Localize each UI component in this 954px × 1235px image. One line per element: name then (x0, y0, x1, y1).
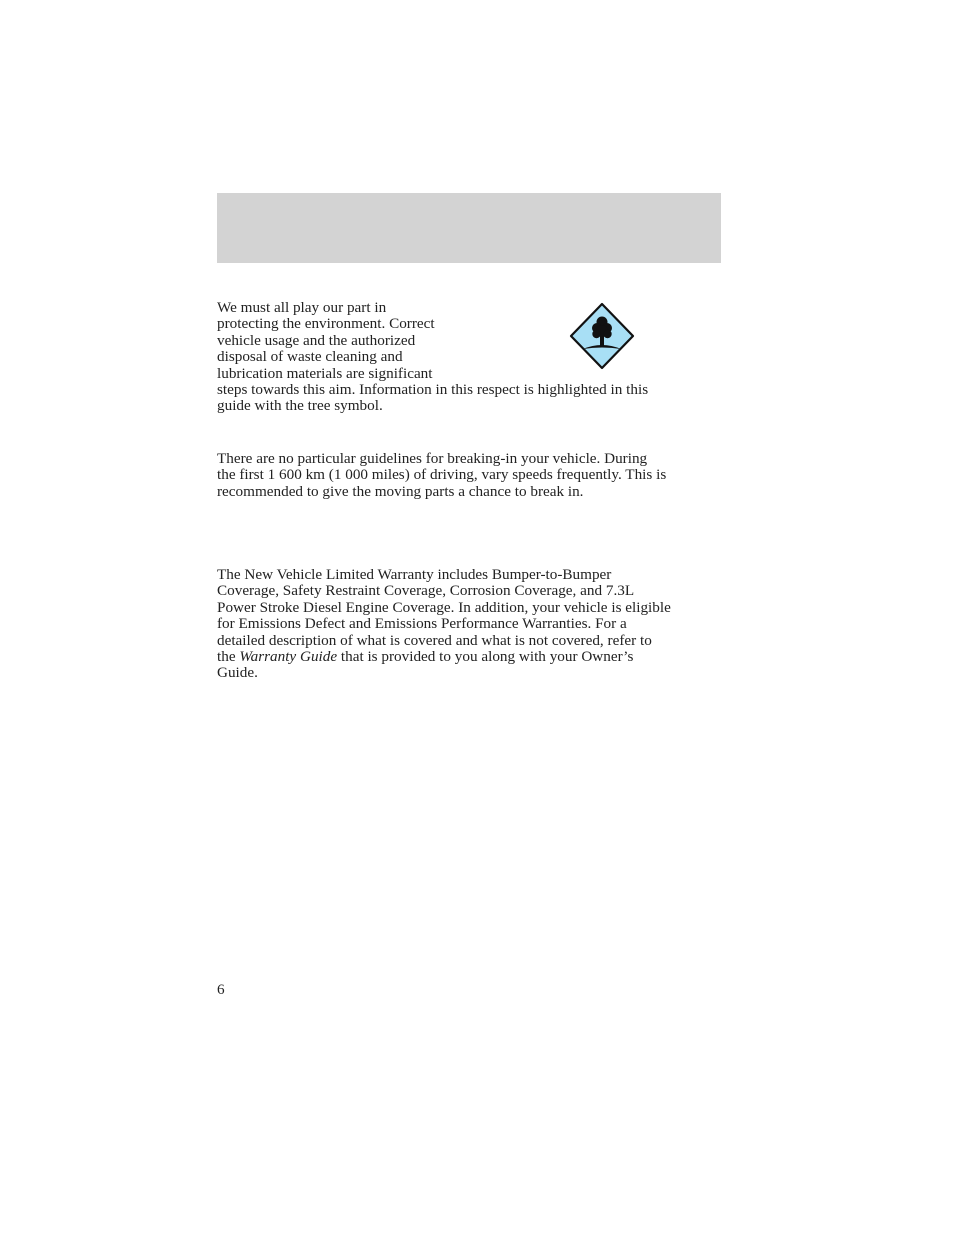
text-line: protecting the environment. Correct (217, 315, 435, 333)
text-line: steps towards this aim. Information in this respect is highlighted in this (217, 381, 649, 399)
page-number: 6 (217, 981, 225, 998)
text-line: We must all play our part in (217, 299, 387, 316)
section-header-band (217, 193, 721, 263)
text-line: recommended to give the moving parts a chance to break in. (217, 482, 584, 500)
text-line: disposal of waste cleaning and (217, 348, 403, 366)
environment-paragraph (217, 300, 723, 415)
tree-symbol-icon (569, 302, 635, 370)
warranty-guide-title: Warranty Guide (239, 648, 338, 666)
text-fragment: the (217, 648, 240, 666)
text-line: guide with the tree symbol. (217, 397, 383, 415)
text-line (217, 649, 723, 665)
text-line: the first 1 600 km (1 000 miles) of driving, vary speeds frequently. This is (217, 466, 667, 484)
text-line: lubrication materials are significant (217, 364, 433, 382)
text-line: vehicle usage and the authorized (217, 331, 416, 349)
text-line: Guide. (217, 664, 258, 682)
text-line: detailed description of what is covered and what is not covered, refer to (217, 631, 652, 649)
text-line: There are no particular guidelines for breaking-in your vehicle. During (217, 450, 648, 467)
breaking-in-paragraph (217, 451, 723, 500)
warranty-paragraph (217, 567, 723, 682)
text-line: The New Vehicle Limited Warranty includes Bumper-to-Bumper (217, 566, 612, 583)
text-line: Coverage, Safety Restraint Coverage, Corrosion Coverage, and 7.3L (217, 582, 635, 600)
text-line: Power Stroke Diesel Engine Coverage. In addition, your vehicle is eligible (217, 598, 671, 616)
text-fragment: that is provided to you along with your Owner’s (337, 648, 634, 666)
text-line: for Emissions Defect and Emissions Performance Warranties. For a (217, 615, 627, 633)
